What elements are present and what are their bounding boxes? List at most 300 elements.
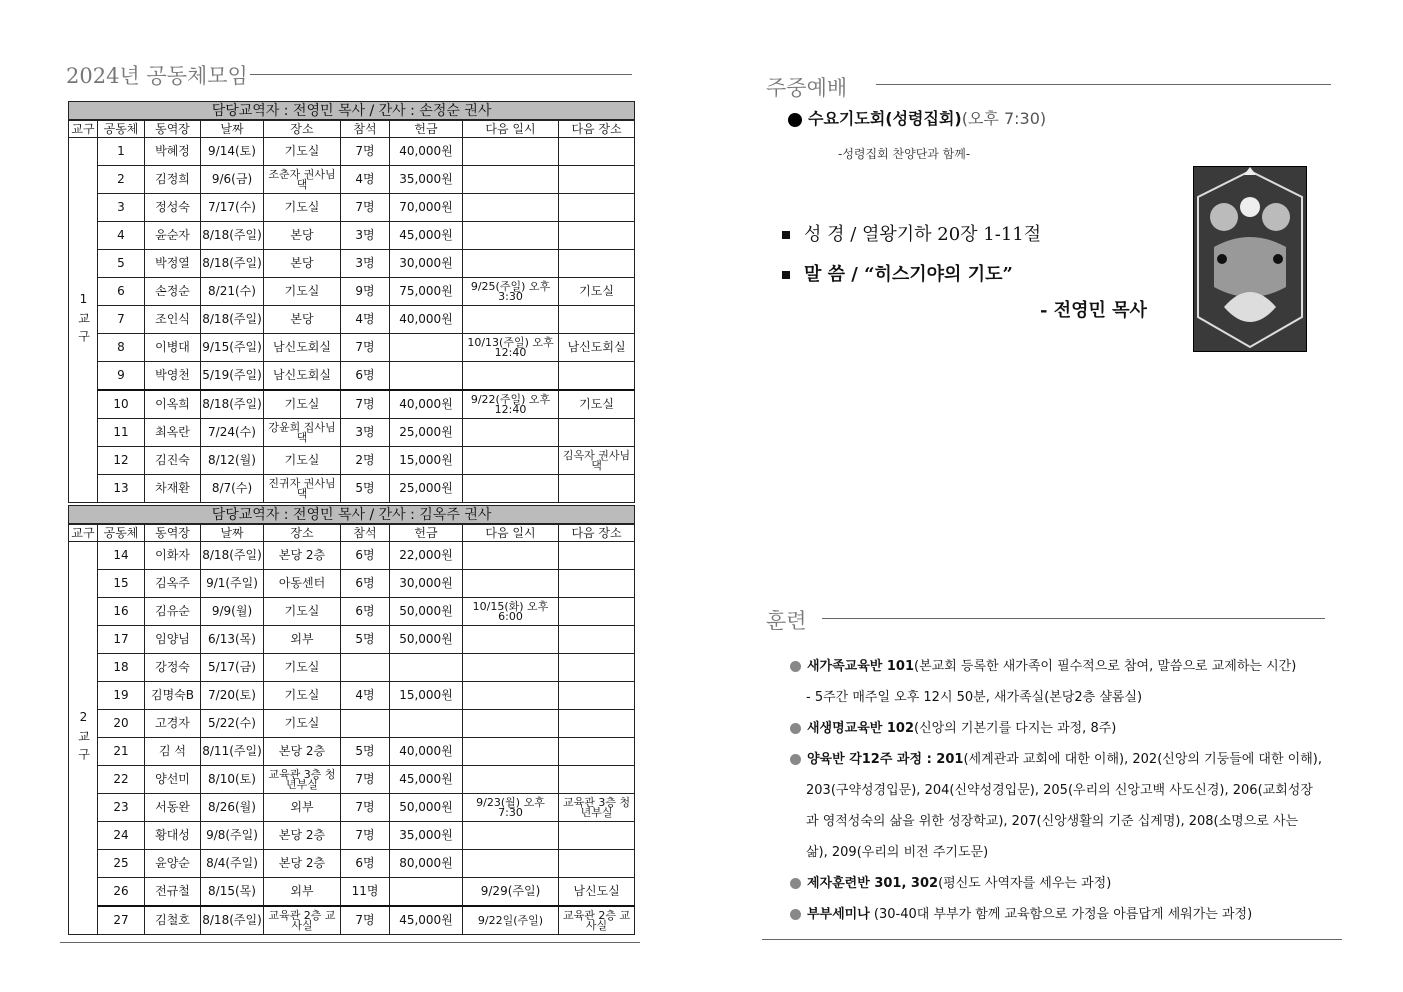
table-cell [559,166,635,194]
table-cell: 기도실 [264,390,341,419]
table-cell: 7명 [341,822,390,850]
table-cell: 17 [98,626,145,654]
table-row [69,598,635,626]
table-cell: 40,000원 [390,306,463,334]
table-cell [559,766,635,794]
table-cell: 12 [98,447,145,475]
table-row [69,390,635,419]
table-cell [463,654,559,682]
table-cell: 김유순 [145,598,201,626]
group1-header: 담당교역자 : 전영민 목사 / 간사 : 손정순 권사 [69,102,635,121]
training-item [790,903,1252,922]
table-cell: 7/17(수) [201,194,264,222]
table-row [69,306,635,334]
table-cell: 조춘자 권사님 댁 [264,166,341,194]
table-cell [390,362,463,391]
table-cell: 8/18(주일) [201,306,264,334]
district-label: 1교구 [69,138,98,503]
table-cell: 윤양순 [145,850,201,878]
table-cell [463,850,559,878]
table-cell [559,570,635,598]
table-cell: 손정순 [145,278,201,306]
table-cell: 50,000원 [390,794,463,822]
table-cell [559,822,635,850]
scripture-line [782,220,1041,246]
column-header: 장소 [264,524,341,542]
table-cell [463,738,559,766]
training-item [806,686,1142,705]
table-cell: 9명 [341,278,390,306]
table-cell: 25 [98,850,145,878]
group1-table [68,101,635,503]
square-bullet-icon [782,271,790,279]
table-cell: 25,000원 [390,475,463,503]
table-cell: 3명 [341,250,390,278]
table-cell: 남신도회실 [264,334,341,362]
table-cell: 7 [98,306,145,334]
table-cell [463,447,559,475]
table-cell: 차재환 [145,475,201,503]
column-header: 다음 장소 [559,120,635,138]
table-cell: 기도실 [264,138,341,166]
table-cell: 9/14(토) [201,138,264,166]
table-cell [463,250,559,278]
table-cell: 45,000원 [390,222,463,250]
service-time: (오후 7:30) [961,109,1047,128]
district-label: 2교구 [69,542,98,935]
sermon-text: 말 씀 / “히스기야의 기도” [804,264,1013,285]
table-cell [463,194,559,222]
table-cell: 10/15(화) 오후 6:00 [463,598,559,626]
table-cell: 8/26(월) [201,794,264,822]
table-cell: 18 [98,654,145,682]
training-desc: (30-40대 부부가 함께 교육함으로 가정을 아름답게 세워가는 과정) [869,907,1253,922]
table-cell: 5 [98,250,145,278]
left-bottom-rule [60,942,640,943]
table-cell [463,138,559,166]
table-cell: 80,000원 [390,850,463,878]
training-item [806,779,1313,798]
table-row [69,654,635,682]
table-cell: 20 [98,710,145,738]
training-desc: (신앙의 기본기를 다지는 과정, 8주) [914,721,1117,736]
table-cell: 13 [98,475,145,503]
column-header: 동역장 [145,524,201,542]
table-cell: 10 [98,390,145,419]
table-row [69,626,635,654]
column-header: 날짜 [201,524,264,542]
column-header-row [69,120,635,138]
table-cell: 45,000원 [390,906,463,935]
table-cell: 8 [98,334,145,362]
table-cell: 9/25(주일) 오후 3:30 [463,278,559,306]
bullet-icon [788,113,802,127]
table-cell: 8/18(주일) [201,222,264,250]
training-divider [822,618,1325,619]
table-row [69,850,635,878]
table-cell: 7명 [341,390,390,419]
table-cell: 15 [98,570,145,598]
table-row [69,878,635,907]
table-cell: 외부 [264,626,341,654]
schedule-title: 2024년 공동체모임 [66,64,248,88]
table-cell [463,626,559,654]
column-header: 장소 [264,120,341,138]
training-desc: (세계관과 교회에 대한 이해), 202(신앙의 기둥들에 대한 이해), [963,752,1323,767]
table-cell: 9 [98,362,145,391]
table-row [69,710,635,738]
table-cell: 9/8(주일) [201,822,264,850]
table-cell [463,222,559,250]
table-cell: 김옥주 [145,570,201,598]
table-cell: 3명 [341,222,390,250]
bullet-icon [790,878,801,889]
table-cell: 40,000원 [390,738,463,766]
table-cell: 임양님 [145,626,201,654]
table-cell: 22,000원 [390,542,463,570]
table-cell: 교육관 2층 교사실 [559,906,635,935]
table-row [69,738,635,766]
table-cell: 본당 [264,222,341,250]
table-cell: 본당 [264,306,341,334]
table-cell: 5/19(주일) [201,362,264,391]
table-row [69,794,635,822]
table-row [69,250,635,278]
table-cell: 이병대 [145,334,201,362]
table-cell: 교육관 3층 청년부실 [264,766,341,794]
table-cell: 기도실 [559,390,635,419]
table-cell: 8/18(주일) [201,390,264,419]
table-cell: 진귀자 권사님 댁 [264,475,341,503]
table-row [69,447,635,475]
table-cell: 박영천 [145,362,201,391]
table-cell: 서동완 [145,794,201,822]
table-cell: 김명숙B [145,682,201,710]
column-header: 교구 [69,524,98,542]
table-cell: 40,000원 [390,390,463,419]
table-cell: 김 석 [145,738,201,766]
table-cell: 8/15(목) [201,878,264,907]
table-cell [559,138,635,166]
table-cell [559,626,635,654]
table-cell: 본당 2층 [264,822,341,850]
training-name: 제자훈련반 301, 302 [807,876,939,891]
table-cell: 7명 [341,766,390,794]
table-cell: 김철호 [145,906,201,935]
table-cell: 35,000원 [390,166,463,194]
table-cell: 4명 [341,166,390,194]
table-cell: 기도실 [559,278,635,306]
table-cell: 교육관 2층 교사실 [264,906,341,935]
table-cell: 본당 2층 [264,850,341,878]
table-cell [463,570,559,598]
table-cell: 8/4(주일) [201,850,264,878]
training-item [790,655,1296,674]
table-cell [559,194,635,222]
column-header: 교구 [69,120,98,138]
column-header: 참석 [341,524,390,542]
table-row [69,138,635,166]
table-cell: 기도실 [264,278,341,306]
table-cell: 19 [98,682,145,710]
table-cell: 김진숙 [145,447,201,475]
table-cell: 기도실 [264,194,341,222]
table-cell [559,682,635,710]
table-cell: 40,000원 [390,138,463,166]
training-name: 양육반 각12주 과정 : 201 [807,752,964,767]
table-row [69,278,635,306]
table-cell [463,710,559,738]
table-cell: 7명 [341,138,390,166]
table-cell: 7명 [341,334,390,362]
table-cell: 27 [98,906,145,935]
table-cell: 2명 [341,447,390,475]
table-cell [559,654,635,682]
table-cell [559,250,635,278]
column-header: 다음 장소 [559,524,635,542]
table-cell: 75,000원 [390,278,463,306]
table-cell: 본당 [264,250,341,278]
table-cell: 강정숙 [145,654,201,682]
table-cell [463,419,559,447]
table-cell: 6명 [341,570,390,598]
table-cell: 박정열 [145,250,201,278]
table-cell: 9/22(주일) 오후 12:40 [463,390,559,419]
table-row [69,682,635,710]
table-cell: 기도실 [264,598,341,626]
table-cell: 9/15(주일) [201,334,264,362]
table-cell: 5/17(금) [201,654,264,682]
training-desc: 203(구약성경입문), 204(신약성경입문), 205(우리의 신앙고백 사도신경), 206(교회성장 [806,783,1313,798]
training-desc: (본교회 등록한 새가족이 필수적으로 참여, 말씀으로 교제하는 시간) [914,659,1297,674]
table-cell: 기도실 [264,710,341,738]
right-bottom-rule [762,939,1342,940]
table-cell: 교육관 3층 청년부실 [559,794,635,822]
group2-header: 담당교역자 : 전영민 목사 / 간사 : 김옥주 권사 [69,506,635,525]
table-cell: 2 [98,166,145,194]
table-cell: 고경자 [145,710,201,738]
table-cell: 50,000원 [390,626,463,654]
worship-divider [876,84,1331,85]
service-note: -성령집회 찬양단과 함께- [838,147,971,161]
table-cell: 3 [98,194,145,222]
training-item [790,717,1116,736]
table-cell [559,542,635,570]
table-cell [463,362,559,391]
table-cell [559,598,635,626]
table-cell: 강윤희 집사님 댁 [264,419,341,447]
table-cell: 7명 [341,194,390,222]
table-cell: 21 [98,738,145,766]
table-cell: 이화자 [145,542,201,570]
table-cell: 5명 [341,626,390,654]
table-cell: 정성숙 [145,194,201,222]
table-cell: 8/7(수) [201,475,264,503]
bullet-icon [790,754,801,765]
table-cell: 8/11(주일) [201,738,264,766]
table-cell [559,222,635,250]
table-cell: 6명 [341,362,390,391]
table-cell: 본당 2층 [264,542,341,570]
table-cell: 기도실 [264,654,341,682]
table-cell: 8/18(주일) [201,250,264,278]
table-cell: 9/1(주일) [201,570,264,598]
table-cell: 5명 [341,475,390,503]
table-cell: 4명 [341,306,390,334]
table-cell: 9/9(월) [201,598,264,626]
bullet-icon [790,909,801,920]
table-cell: 6/13(목) [201,626,264,654]
sermon-line [782,260,1013,286]
table-cell: 7명 [341,906,390,935]
table-row [69,906,635,935]
training-desc: - 5주간 매주일 오후 12시 50분, 새가족실(본당2층 샬롬실) [806,690,1143,705]
table-cell: 조인식 [145,306,201,334]
table-cell: 윤순자 [145,222,201,250]
table-row [69,766,635,794]
table-cell: 24 [98,822,145,850]
table-cell [390,654,463,682]
table-row [69,362,635,391]
table-cell: 35,000원 [390,822,463,850]
column-header: 헌금 [390,524,463,542]
table-cell: 14 [98,542,145,570]
table-row [69,570,635,598]
table-cell: 22 [98,766,145,794]
table-cell: 6 [98,278,145,306]
preacher: - 전영민 목사 [1040,300,1147,321]
table-cell: 45,000원 [390,766,463,794]
table-cell: 남신도실 [559,878,635,907]
table-cell [559,475,635,503]
table-cell: 기도실 [264,682,341,710]
bullet-icon [790,723,801,734]
table-cell: 3명 [341,419,390,447]
table-row [69,542,635,570]
table-cell: 7명 [341,794,390,822]
column-header: 헌금 [390,120,463,138]
training-item [790,748,1322,767]
table-cell [463,682,559,710]
table-cell: 8/18(주일) [201,542,264,570]
table-cell [559,710,635,738]
training-item [806,841,988,860]
table-cell: 9/29(주일) [463,878,559,907]
worship-illustration [1193,166,1307,352]
training-name: 부부세미나 [807,907,870,922]
table-cell: 4 [98,222,145,250]
table-cell: 7/20(토) [201,682,264,710]
table-cell [463,542,559,570]
table-cell: 4명 [341,682,390,710]
training-name: 새가족교육반 101 [807,659,915,674]
table-cell: 김정희 [145,166,201,194]
table-cell: 8/18(주일) [201,906,264,935]
table-cell: 박혜정 [145,138,201,166]
table-cell [390,878,463,907]
training-title: 훈련 [766,609,807,633]
table-cell: 10/13(주일) 오후 12:40 [463,334,559,362]
table-cell [559,850,635,878]
column-header: 참석 [341,120,390,138]
column-header: 동역장 [145,120,201,138]
table-cell [390,710,463,738]
worship-title: 주중예배 [766,76,848,100]
table-cell [463,166,559,194]
table-cell: 외부 [264,878,341,907]
table-cell [463,475,559,503]
table-row [69,222,635,250]
table-cell: 본당 2층 [264,738,341,766]
table-cell: 30,000원 [390,250,463,278]
table-cell: 6명 [341,598,390,626]
table-cell [463,822,559,850]
table-cell: 8/21(수) [201,278,264,306]
table-cell: 아동센터 [264,570,341,598]
table-cell [559,419,635,447]
table-cell: 8/12(월) [201,447,264,475]
table-cell: 5명 [341,738,390,766]
table-cell [463,766,559,794]
table-cell: 11 [98,419,145,447]
column-header: 다음 일시 [463,524,559,542]
table-cell: 9/23(월) 오후 7:30 [463,794,559,822]
table-cell: 15,000원 [390,447,463,475]
training-item [806,810,1298,829]
service-name: 수요기도회(성령집회) [808,109,962,128]
table-cell: 7/24(수) [201,419,264,447]
column-header: 다음 일시 [463,120,559,138]
title-divider [250,74,632,75]
table-cell [341,654,390,682]
table-cell: 16 [98,598,145,626]
column-header-row [69,524,635,542]
training-name: 새생명교육반 102 [807,721,915,736]
table-cell: 김옥자 권사님 댁 [559,447,635,475]
table-cell: 황대성 [145,822,201,850]
table-row [69,194,635,222]
table-row [69,419,635,447]
training-desc: 과 영적성숙의 삶을 위한 성장학교), 207(신앙생활의 기준 십계명), 208(소명으로 사는 [806,814,1299,829]
table-cell: 5/22(수) [201,710,264,738]
scripture-text: 성 경 / 열왕기하 20장 1-11절 [804,224,1042,245]
table-cell: 최옥란 [145,419,201,447]
table-cell: 9/6(금) [201,166,264,194]
table-cell: 26 [98,878,145,907]
table-cell: 23 [98,794,145,822]
table-row [69,166,635,194]
table-cell: 남신도회실 [559,334,635,362]
table-cell: 8/10(토) [201,766,264,794]
table-cell: 외부 [264,794,341,822]
table-cell: 6명 [341,850,390,878]
table-cell: 25,000원 [390,419,463,447]
training-item [790,872,1111,891]
table-cell: 11명 [341,878,390,907]
bullet-icon [790,661,801,672]
square-bullet-icon [782,231,790,239]
table-cell [559,738,635,766]
table-cell: 이옥희 [145,390,201,419]
group2-table [68,505,635,935]
table-cell: 70,000원 [390,194,463,222]
table-row [69,822,635,850]
table-cell [341,710,390,738]
table-cell: 15,000원 [390,682,463,710]
table-cell [559,306,635,334]
table-cell: 양선미 [145,766,201,794]
table-row [69,334,635,362]
